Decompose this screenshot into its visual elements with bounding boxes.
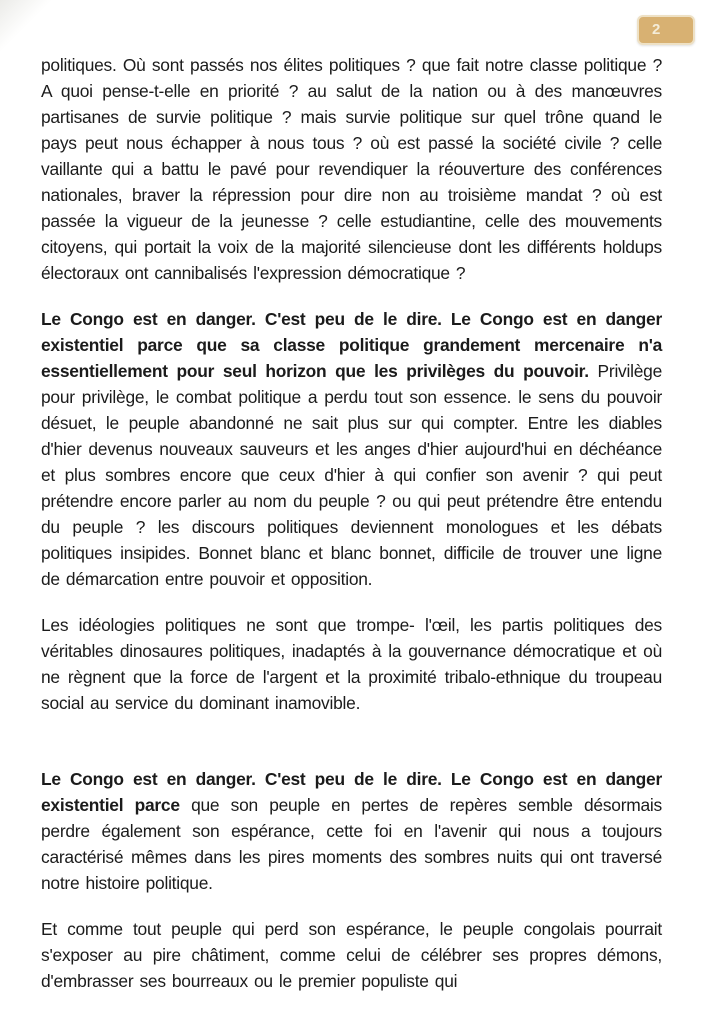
text-run: Les idéologies politiques ne sont que trompe- l'œil, les partis politiques des véritables dinosaures politiques, inadaptés à la gouvernance démocratique et où ne règnent que la force de l'argent et la proximité tribalo-ethnique du troupeau social au service du dominant inamovible. — [41, 615, 662, 713]
bold-text-run: Le Congo est en danger. C'est peu de le dire. Le Congo est en danger existentiel parce que sa classe politique grandement mercenaire n'a essentiellement pour seul horizon que les privilèges du pouvoir. — [41, 309, 662, 381]
text-run: que son peuple en pertes de repères semble désormais perdre également son espérance, cette foi en l'avenir qui nous a toujours caractérisé mêmes dans les pires moments des sombres nuits qui ont traversé notre histoire politique. — [41, 795, 662, 893]
paragraph — [41, 766, 662, 896]
scan-edge-artifact — [0, 0, 70, 55]
paragraph — [41, 52, 662, 286]
text-run: Et comme tout peuple qui perd son espérance, le peuple congolais pourrait s'exposer au pire châtiment, comme celui de célébrer ses propres démons, d'embrasser ses bourreaux ou le premier populiste qui — [41, 919, 662, 991]
paragraph — [41, 612, 662, 716]
text-run: politiques. Où sont passés nos élites politiques ? que fait notre classe politique ? A quoi pense-t-elle en priorité ? au salut de la nation ou à des manœuvres partisanes de survie politique ? mais survie politique sur quel trône quand le pays peut nous échapper à nous tous ? où est passé la société civile ? celle vaillante qui a battu le pavé pour revendiquer la réouverture des conférences nationales, braver la répression pour dire non au troisième mandat ? où est passée la vigueur de la jeunesse ? celle estudiantine, celle des mouvements citoyens, qui portait la voix de la majorité silencieuse dont les différents holdups électoraux ont cannibalisés l'expression démocratique ? — [41, 55, 662, 283]
bold-text-run: Le Congo est en danger. C'est peu de le dire. Le Congo est en danger existentiel parce — [41, 769, 662, 815]
text-run: Privilège pour privilège, le combat politique a perdu tout son essence. le sens du pouvoir désuet, le peuple abandonné ne sait plus sur qui compter. Entre les diables d'hier devenus nouveaux sauveurs et les anges d'hier aujourd'hui en déchéance et plus sombres encore que ceux d'hier à qui confier son avenir ? qui peut prétendre encore parler au nom du peuple ? ou qui peut prétendre être entendu du peuple ? les discours politiques deviennent monologues et les débats politiques insipides. Bonnet blanc et blanc bonnet, difficile de trouver une ligne de démarcation entre pouvoir et opposition. — [41, 361, 662, 589]
page-number-badge: 2 — [637, 15, 695, 45]
paragraph — [41, 306, 662, 592]
paragraph — [41, 916, 662, 994]
document-body — [41, 52, 662, 1014]
